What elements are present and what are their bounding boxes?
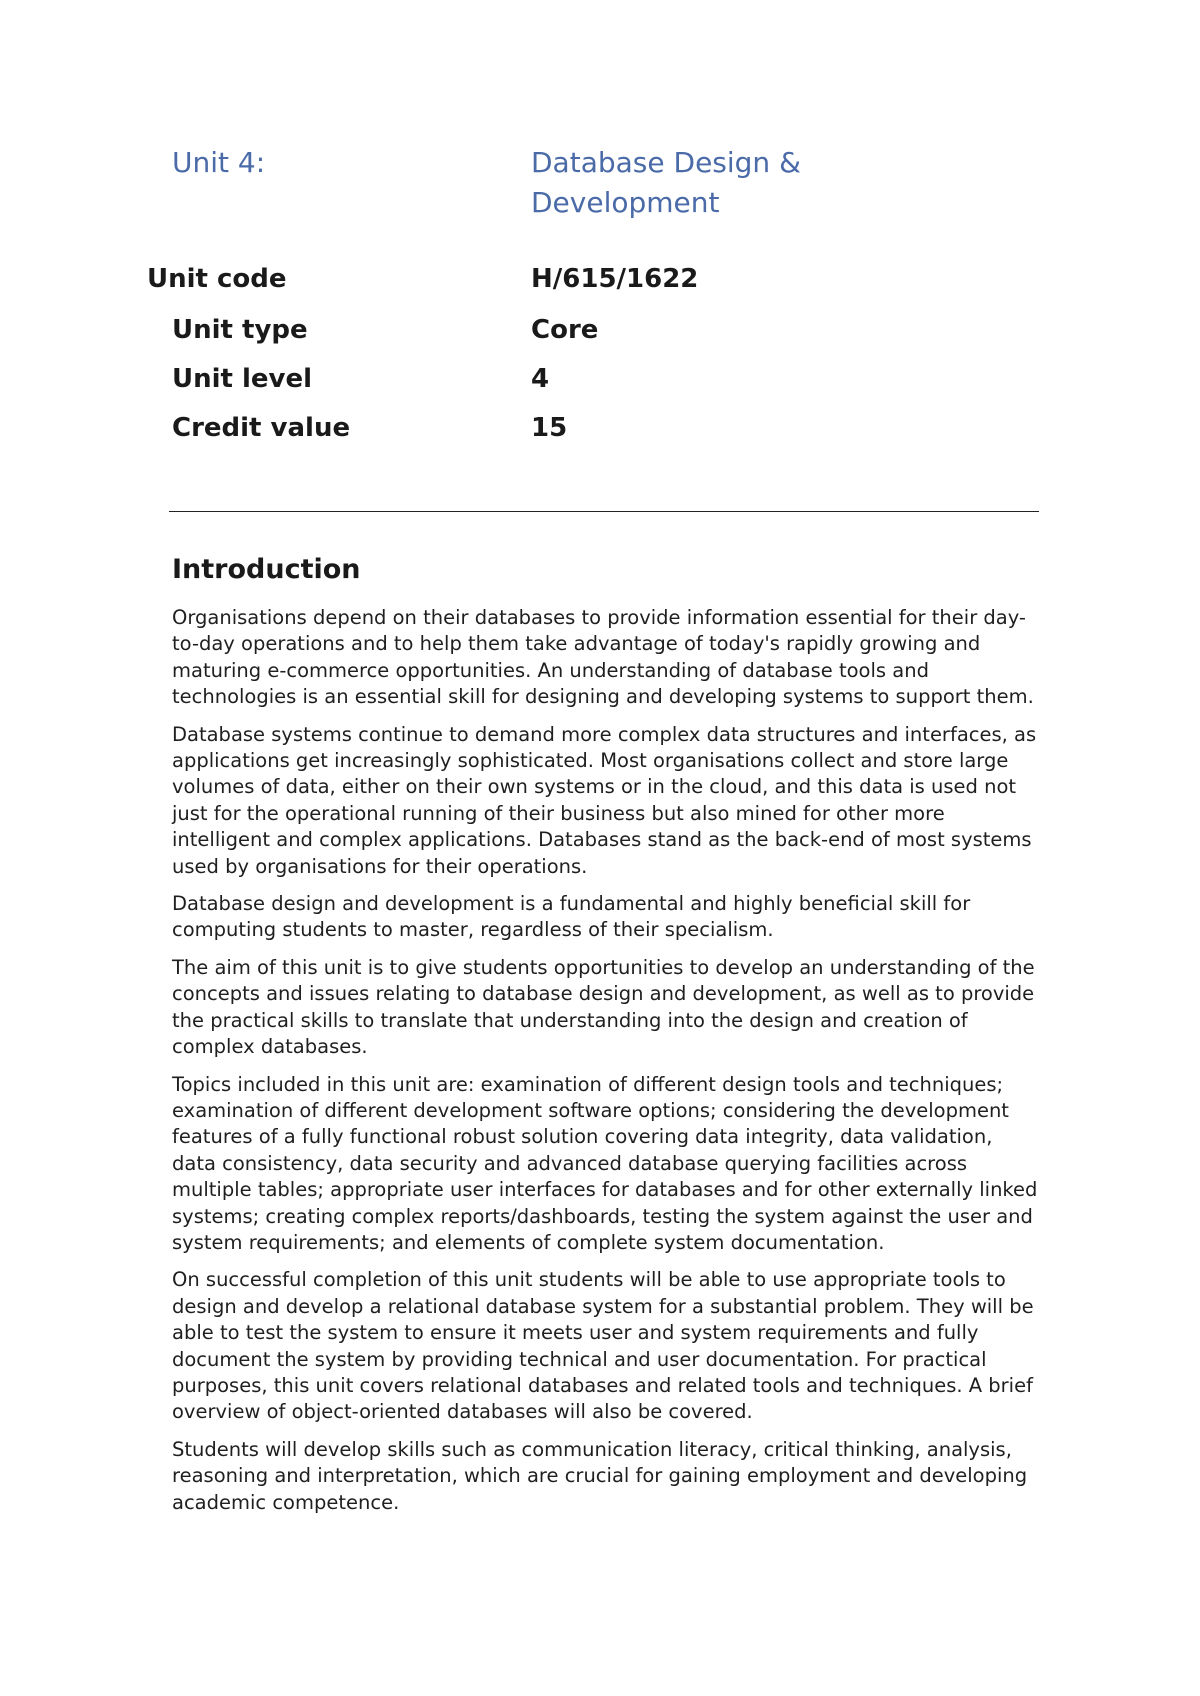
introduction-body xyxy=(172,605,1042,1527)
paragraph: On successful completion of this unit students will be able to use appropriate tools to design and develop a relational database system for a substantial problem. They will be able to test the system to ensure it meets user and system requirements and fully document the system by providing technical and user documentation. For practical purposes, this unit covers relational databases and related tools and techniques. A brief overview of object-oriented databases will also be covered. xyxy=(172,1268,1034,1424)
unit-level-label: Unit level xyxy=(172,364,313,394)
unit-level-value: 4 xyxy=(531,364,550,394)
unit-number-label: Unit 4: xyxy=(172,146,266,179)
paragraph: Database systems continue to demand more complex data structures and interfaces, as applications get increasingly sophisticated. Most organisations collect and store large volumes of data, either on their own systems or in the cloud, and this data is used not just for the operational running of their business but also mined for other more intelligent and complex applications. Databases stand as the back-end of most systems used by organisations for their operations. xyxy=(172,722,1037,878)
introduction-heading: Introduction xyxy=(172,554,361,585)
unit-code-value: H/615/1622 xyxy=(531,264,699,294)
unit-type-label: Unit type xyxy=(172,315,308,345)
credit-value-value: 15 xyxy=(531,413,568,443)
unit-code-label: Unit code xyxy=(147,264,287,294)
paragraph: The aim of this unit is to give students opportunities to develop an understanding of the concepts and issues relating to database design and development, as well as to provide the practical skills to translate that understanding into the design and creation of complex databases. xyxy=(172,955,1035,1059)
paragraph: Topics included in this unit are: examination of different design tools and techniques; examination of different development software options; considering the development features of a fully functional robust solution covering data integrity, data validation, data consistency, data security and advanced database querying facilities across multiple tables; appropriate user interfaces for databases and for other externally linked systems; creating complex reports/dashboards, testing the system against the user and system requirements; and elements of complete system documentation. xyxy=(172,1072,1038,1254)
unit-type-value: Core xyxy=(531,315,599,345)
paragraph: Organisations depend on their databases to provide information essential for their day-to-day operations and to help them take advantage of today's rapidly growing and maturing e-commerce opportunities. An understanding of database tools and technologies is an essential skill for designing and developing systems to support them. xyxy=(172,606,1034,709)
paragraph: Students will develop skills such as communication literacy, critical thinking, analysis, reasoning and interpretation, which are crucial for gaining employment and developing academic competence. xyxy=(172,1437,1028,1514)
unit-title: Database Design & Development xyxy=(531,146,801,219)
credit-value-label: Credit value xyxy=(172,413,351,443)
section-divider xyxy=(169,511,1039,512)
paragraph: Database design and development is a fundamental and highly beneficial skill for computing students to master, regardless of their specialism. xyxy=(172,892,971,942)
